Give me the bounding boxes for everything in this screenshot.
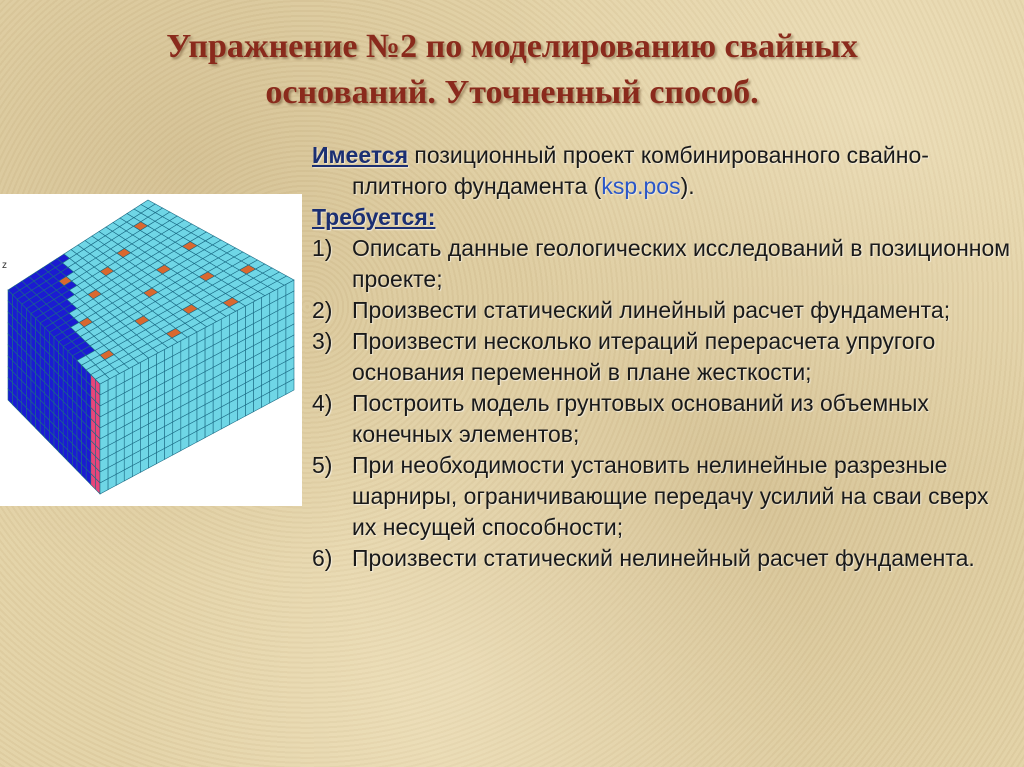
- task-item: [312, 388, 1012, 450]
- intro-paragraph: [312, 140, 1012, 202]
- task-number: 2): [312, 297, 333, 323]
- task-number: 5): [312, 452, 333, 478]
- task-item: [312, 295, 1012, 326]
- intro-text-end: ).: [680, 173, 695, 199]
- task-item: [312, 450, 1012, 543]
- task-list: [312, 233, 1012, 574]
- intro-keyword: Имеется: [312, 142, 408, 168]
- task-number: 4): [312, 390, 333, 416]
- requirement-heading-row: [312, 202, 1012, 233]
- task-text: Произвести несколько итераций перерасчета упругого основания переменной в плане жесткости;: [352, 328, 936, 385]
- task-number: 3): [312, 328, 333, 354]
- intro-text: позиционный проект комбинированного свайно-плитного фундамента (: [352, 142, 929, 199]
- soil-mesh-3d-model: [0, 194, 302, 506]
- task-text: Произвести статический нелинейный расчет фундамента.: [352, 545, 975, 571]
- slide-title-line-1: Упражнение №2 по моделированию свайных: [166, 28, 858, 65]
- requirement-heading: Требуется:: [312, 204, 436, 230]
- project-file-name: ksp.pos: [601, 173, 681, 199]
- task-text: Описать данные геологических исследований в позиционном проекте;: [352, 235, 1011, 292]
- task-number: 6): [312, 545, 333, 571]
- task-content: [312, 140, 1012, 574]
- slide-title-line-2: оснований. Уточненный способ.: [265, 74, 759, 111]
- task-text: Произвести статический линейный расчет фундамента;: [352, 297, 951, 323]
- task-item: [312, 326, 1012, 388]
- axis-z-label: z: [2, 260, 7, 271]
- task-text: Построить модель грунтовых оснований из объемных конечных элементов;: [352, 390, 929, 447]
- task-item: [312, 233, 1012, 295]
- slide-title: [0, 24, 1024, 116]
- soil-mesh-figure: [0, 194, 302, 506]
- task-text: При необходимости установить нелинейные разрезные шарниры, ограничивающие передачу усилий на сваи сверх их несущей способности;: [352, 452, 989, 540]
- task-number: 1): [312, 235, 333, 261]
- task-item: [312, 543, 1012, 574]
